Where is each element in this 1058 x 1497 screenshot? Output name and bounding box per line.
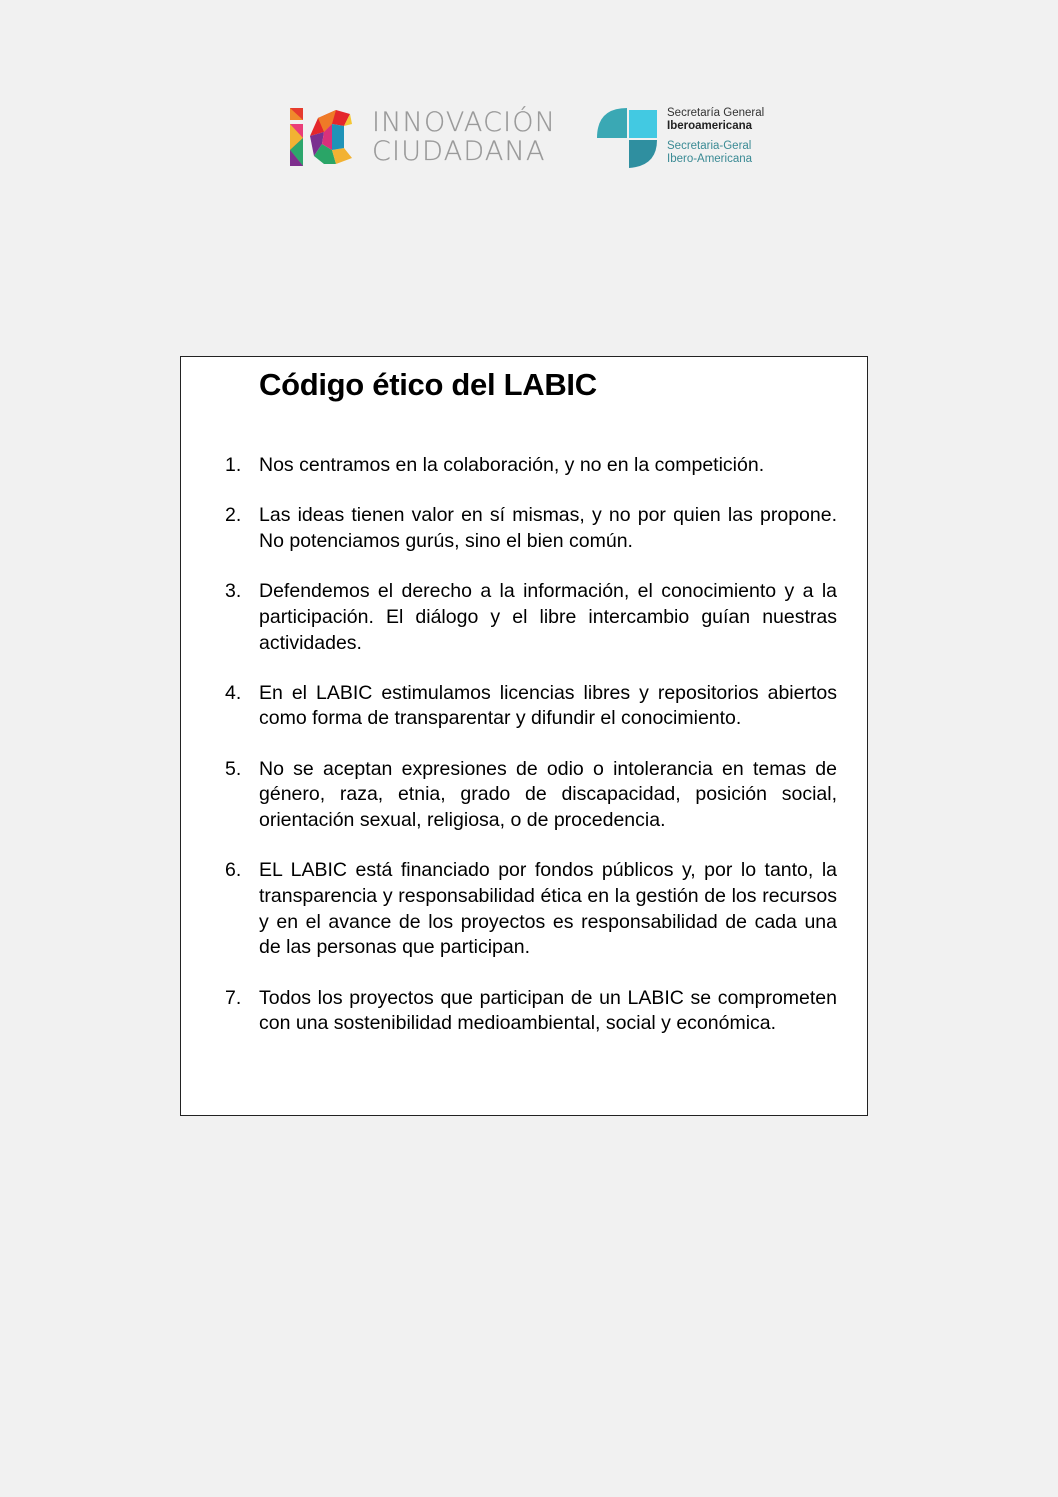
item-text: Las ideas tienen valor en sí mismas, y no por quien las propone. No potenciamos gurús, sino el bien común. bbox=[259, 504, 837, 552]
segib-es-line-2: Iberoamericana bbox=[667, 120, 753, 132]
item-number: 7. bbox=[225, 986, 242, 1009]
item-number: 4. bbox=[225, 681, 242, 704]
item-text: Nos centramos en la colaboración, y no en la competición. bbox=[259, 454, 765, 476]
wordmark-line-1: INNOVACIÓN bbox=[372, 107, 557, 138]
item-text: En el LABIC estimulamos licencias libres y repositorios abiertos como forma de transparentar y difundir el conocimiento. bbox=[259, 681, 837, 730]
item-number: 2. bbox=[225, 504, 242, 527]
segib-name bbox=[667, 107, 764, 166]
segib-logo-icon bbox=[597, 108, 659, 168]
ethics-item-2 bbox=[225, 503, 837, 554]
innovacion-ciudadana-logo-icon bbox=[288, 104, 366, 168]
document-title: Código ético del LABIC bbox=[259, 367, 597, 402]
item-number: 6. bbox=[225, 859, 242, 882]
ethics-item-4 bbox=[225, 681, 837, 732]
ethics-item-7 bbox=[225, 986, 837, 1037]
segib-pt-line-2: Ibero-Americana bbox=[667, 153, 753, 165]
item-text: Defendemos el derecho a la información, el conocimiento y a la participación. El diálogo y el libre intercambio guían nuestras actividades. bbox=[259, 580, 837, 654]
segib-pt-line-1: Secretaria-Geral bbox=[667, 140, 752, 152]
innovacion-ciudadana-wordmark bbox=[372, 108, 556, 166]
item-text: No se aceptan expresiones de odio o intolerancia en temas de género, raza, etnia, grado de discapacidad, posición social, orientación sexual, religiosa, o de procedencia. bbox=[259, 757, 837, 832]
wordmark-line-2: CIUDADANA bbox=[372, 136, 546, 167]
segib-es-line-1: Secretaría General bbox=[667, 107, 765, 119]
ethics-item-6 bbox=[225, 858, 837, 961]
header-logos bbox=[288, 104, 778, 172]
code-of-ethics-box bbox=[180, 356, 868, 1116]
ethics-item-1 bbox=[225, 453, 837, 479]
ethics-item-3 bbox=[225, 579, 837, 656]
item-text: Todos los proyectos que participan de un LABIC se comprometen con una sostenibilidad medioambiental, social y económica. bbox=[259, 986, 837, 1035]
ethics-item-5 bbox=[225, 757, 837, 834]
item-number: 3. bbox=[225, 580, 242, 603]
item-number: 1. bbox=[225, 454, 242, 476]
item-text: EL LABIC está financiado por fondos públicos y, por lo tanto, la transparencia y responsabilidad ética en la gestión de los recursos y en el avance de los proyectos es responsabilidad de cada una de las personas que participan. bbox=[259, 859, 837, 959]
ethics-list bbox=[225, 453, 837, 1061]
item-number: 5. bbox=[225, 757, 242, 780]
